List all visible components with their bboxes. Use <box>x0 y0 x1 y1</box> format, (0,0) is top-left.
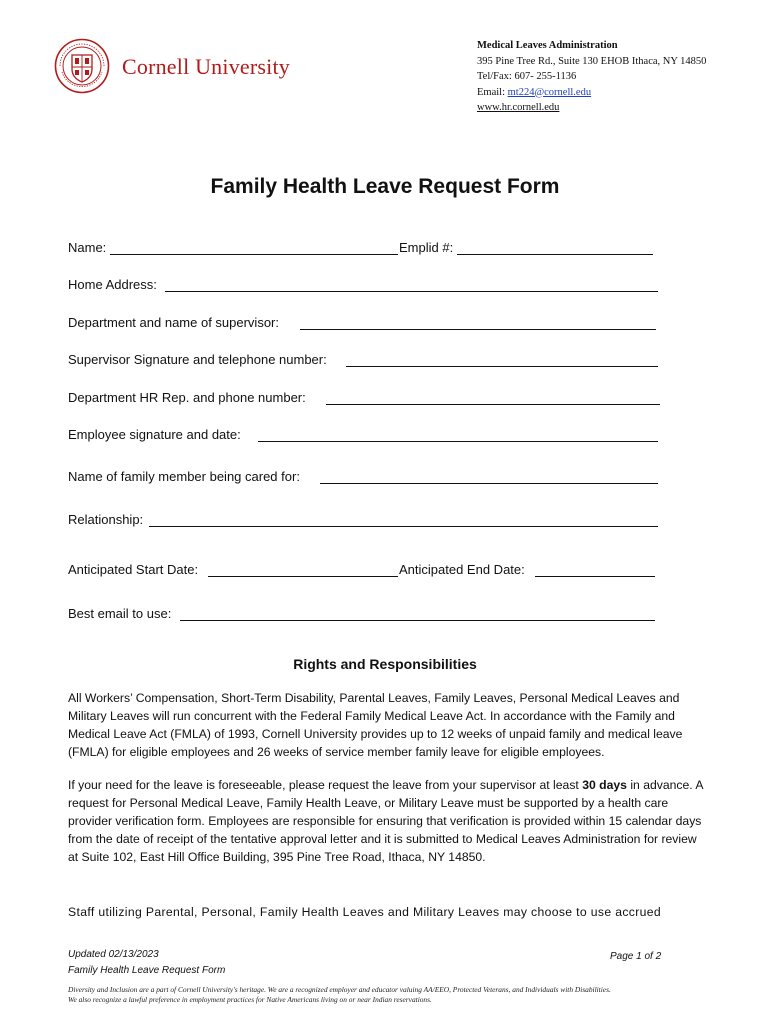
university-name: Cornell University <box>122 54 290 79</box>
best-email-field[interactable] <box>180 620 655 621</box>
relationship-label: Relationship: <box>68 512 144 527</box>
supervisor-signature-field[interactable] <box>346 366 658 367</box>
paragraph-2-text: If your need for the leave is foreseeable, please request the leave from your supervisor at least <box>68 778 583 792</box>
best-email-label: Best email to use: <box>68 606 172 621</box>
name-label: Name: <box>68 240 107 255</box>
disclaimer-line-2: We also recognize a lawful preference in employment practices for Native Americans living on or near Indian reservations. <box>68 995 432 1004</box>
office-title: Medical Leaves Administration <box>477 40 618 51</box>
start-date-field[interactable] <box>208 576 398 577</box>
home-address-label: Home Address: <box>68 277 157 292</box>
department-supervisor-field[interactable] <box>300 329 656 330</box>
disclaimer-line-1: Diversity and Inclusion are a part of Cornell University's heritage. We are a recognized employer and educator valuing AA/EEO, Protected Veterans, and Individuals with Disabilities. <box>68 985 611 994</box>
footer-form-name: Family Health Leave Request Form <box>68 965 226 976</box>
rights-paragraph-3: Staff utilizing Parental, Personal, Family Health Leaves and Military Leaves may choose to use accrued <box>68 905 661 919</box>
form-title: Family Health Leave Request Form <box>210 175 560 198</box>
email-label: Email: <box>477 86 508 98</box>
hr-rep-field[interactable] <box>326 404 660 405</box>
rights-paragraph-1: All Workers’ Compensation, Short-Term Disability, Parental Leaves, Family Leaves, Personal Medical Leaves and Military Leaves will run concurrent with the Federal Family Medical Leave Act. In accordance with the Family and Medical Leave Act (FMLA) of 1993, Cornell University provides up to 12 weeks of unpaid family and medical leave (FMLA) for eligible employees and 26 weeks of service member family leave for eligible employees. <box>68 691 683 759</box>
paragraph-2-emphasis: 30 days <box>582 778 627 792</box>
name-field[interactable] <box>110 254 398 255</box>
end-date-label: Anticipated End Date: <box>399 562 525 577</box>
office-address: 395 Pine Tree Rd., Suite 130 EHOB Ithaca, NY 14850 <box>477 55 707 67</box>
footer-updated: Updated 02/13/2023 <box>68 949 159 960</box>
contact-block <box>477 38 706 116</box>
end-date-field[interactable] <box>535 576 655 577</box>
home-address-field[interactable] <box>165 291 658 292</box>
relationship-field[interactable] <box>149 526 658 527</box>
emplid-label: Emplid #: <box>399 240 454 255</box>
website-link[interactable]: www.hr.cornell.edu <box>477 102 560 113</box>
family-member-field[interactable] <box>320 483 658 484</box>
department-supervisor-label: Department and name of supervisor: <box>68 315 279 330</box>
rights-title: Rights and Responsibilities <box>293 656 477 672</box>
email-link[interactable]: mt224@cornell.edu <box>507 86 592 98</box>
family-member-label: Name of family member being cared for: <box>68 469 300 484</box>
emplid-field[interactable] <box>457 254 653 255</box>
rights-paragraph-2 <box>68 776 708 866</box>
employee-signature-field[interactable] <box>258 441 658 442</box>
supervisor-signature-label: Supervisor Signature and telephone number: <box>68 352 327 367</box>
office-telfax: Tel/Fax: 607- 255-1136 <box>477 71 577 82</box>
office-email-row <box>477 85 706 101</box>
hr-rep-label: Department HR Rep. and phone number: <box>68 390 306 405</box>
cornell-seal-icon <box>54 38 110 94</box>
start-date-label: Anticipated Start Date: <box>68 562 199 577</box>
employee-signature-label: Employee signature and date: <box>68 427 241 442</box>
paragraph-2-text-rest: in advance. A request for Personal Medical Leave, Family Health Leave, or Military Leave must be supported by a health care provider verification form. Employees are responsible for ensuring that verification is provided within 15 calendar days from the date of receipt of the tentative approval letter and it is submitted to Medical Leaves Administration for review at Suite 102, East Hill Office Building, 395 Pine Tree Road, Ithaca, NY 14850. <box>68 778 703 864</box>
footer-page-number: Page 1 of 2 <box>610 951 662 962</box>
footer-disclaimer <box>68 985 611 1005</box>
